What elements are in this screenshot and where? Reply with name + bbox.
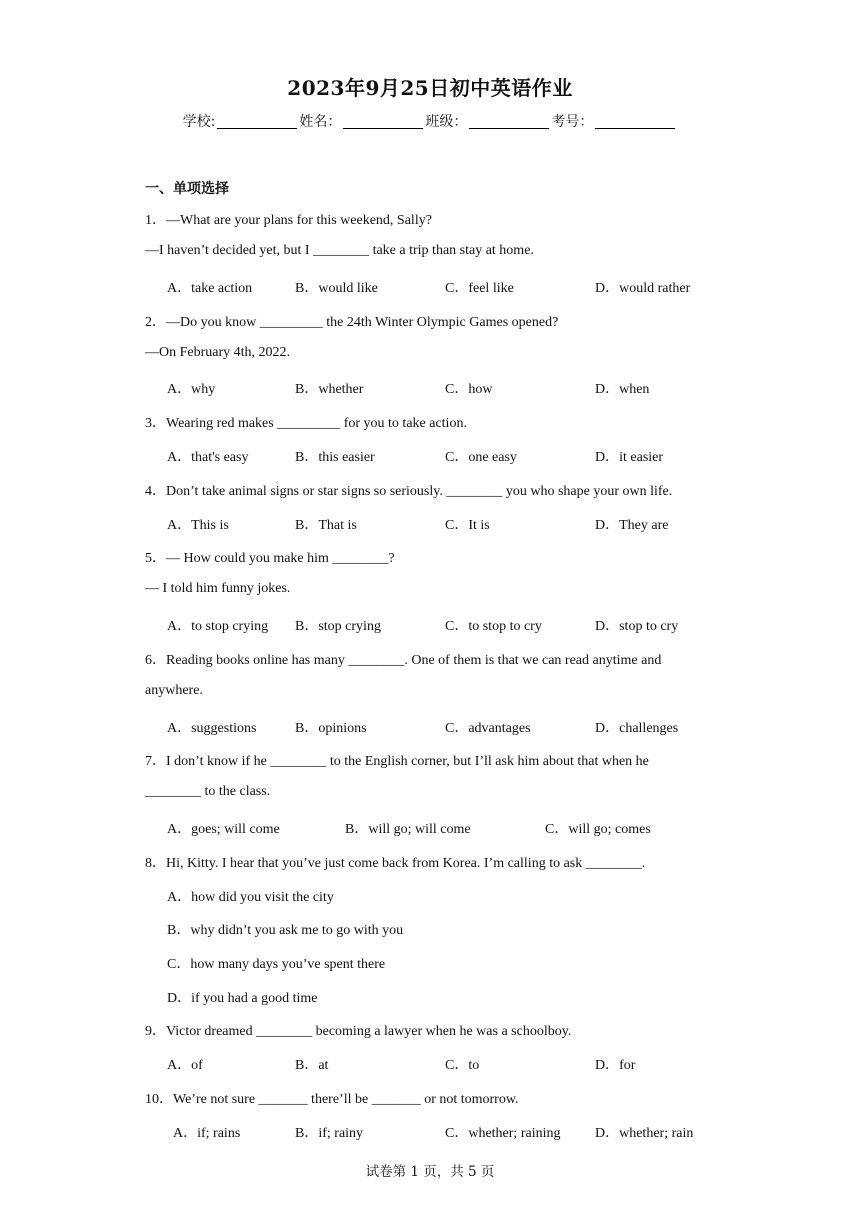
question-10-option-b: B．if; rainy [295, 1126, 364, 1141]
section-title: 一、单项选择 [145, 181, 229, 197]
question-6-option-b: B．opinions [295, 721, 367, 736]
question-5-option-c: C．to stop to cry [445, 619, 542, 634]
question-1-option-b: B．would like [295, 281, 378, 296]
class-blank [469, 114, 549, 129]
question-6-line-1: 6．Reading books online has many ________. One of them is that we can read anytime and [145, 653, 662, 668]
question-4-option-c: C．It is [445, 518, 490, 533]
name-blank [343, 114, 423, 129]
question-8-option-d: D．if you had a good time [167, 991, 318, 1006]
question-2-option-d: D．when [595, 382, 650, 397]
question-5-option-d: D．stop to cry [595, 619, 679, 634]
question-5-line-2: — I told him funny jokes. [145, 581, 291, 596]
question-1-option-c: C．feel like [445, 281, 514, 296]
question-2-option-a: A．why [167, 382, 216, 397]
page-footer: 试卷第 1 页，共 5 页 [365, 1164, 495, 1180]
question-6-option-a: A．suggestions [167, 721, 257, 736]
question-4-option-a: A．This is [167, 518, 229, 533]
question-2-line-1: 2．—Do you know _________ the 24th Winter Olympic Games opened? [145, 315, 559, 330]
question-2-line-2: —On February 4th, 2022. [145, 345, 291, 360]
page-title: 2023年9月25日初中英语作业 [287, 76, 573, 100]
question-2-option-b: B．whether [295, 382, 364, 397]
question-1-option-d: D．would rather [595, 281, 691, 296]
question-4-option-b: B．That is [295, 518, 357, 533]
question-7-option-b: B．will go; will come [345, 822, 471, 837]
question-6-option-c: C．advantages [445, 721, 531, 736]
number-label: 考号： [551, 114, 594, 130]
question-1-line-2: —I haven’t decided yet, but I ________ take a trip than stay at home. [145, 243, 534, 258]
name-label: 姓名： [299, 114, 342, 130]
question-4-line-1: 4．Don’t take animal signs or star signs so seriously. ________ you who shape your own life. [145, 484, 673, 499]
question-10-line-1: 10．We’re not sure _______ there’ll be _______ or not tomorrow. [145, 1092, 519, 1107]
question-7-option-a: A．goes; will come [167, 822, 280, 837]
school-label: 学校: [182, 114, 216, 130]
question-9-option-d: D．for [595, 1058, 636, 1073]
question-9-option-c: C．to [445, 1058, 480, 1073]
question-7-line-2: ________ to the class. [145, 784, 271, 799]
question-4-option-d: D．They are [595, 518, 669, 533]
question-7-option-c: C．will go; comes [545, 822, 651, 837]
number-blank [595, 114, 675, 129]
question-3-option-b: B．this easier [295, 450, 375, 465]
question-3-option-d: D．it easier [595, 450, 664, 465]
question-7-line-1: 7．I don’t know if he ________ to the English corner, but I’ll ask him about that when he [145, 754, 649, 769]
school-blank [217, 114, 297, 129]
question-3-option-c: C．one easy [445, 450, 517, 465]
question-6-line-2: anywhere. [145, 683, 203, 698]
question-3-line-1: 3．Wearing red makes _________ for you to take action. [145, 416, 467, 431]
question-2-option-c: C．how [445, 382, 493, 397]
question-5-option-b: B．stop crying [295, 619, 381, 634]
question-6-option-d: D．challenges [595, 721, 679, 736]
question-1-option-a: A．take action [167, 281, 253, 296]
question-8-option-a: A．how did you visit the city [167, 890, 334, 905]
question-5-line-1: 5．— How could you make him ________? [145, 551, 395, 566]
question-5-option-a: A．to stop crying [167, 619, 269, 634]
question-10-option-d: D．whether; rain [595, 1126, 694, 1141]
question-9-option-b: B．at [295, 1058, 329, 1073]
question-9-line-1: 9．Victor dreamed ________ becoming a lawyer when he was a schoolboy. [145, 1024, 572, 1039]
student-info-row [0, 111, 860, 131]
class-label: 班级： [425, 114, 468, 130]
question-3-option-a: A．that's easy [167, 450, 249, 465]
question-8-option-c: C．how many days you’ve spent there [167, 957, 386, 972]
question-8-option-b: B．why didn’t you ask me to go with you [167, 923, 404, 938]
question-1-line-1: 1．—What are your plans for this weekend, Sally? [145, 213, 432, 228]
question-10-option-a: A．if; rains [173, 1126, 241, 1141]
question-8-line-1: 8．Hi, Kitty. I hear that you’ve just come back from Korea. I’m calling to ask ________. [145, 856, 646, 871]
question-9-option-a: A．of [167, 1058, 203, 1073]
question-10-option-c: C．whether; raining [445, 1126, 561, 1141]
